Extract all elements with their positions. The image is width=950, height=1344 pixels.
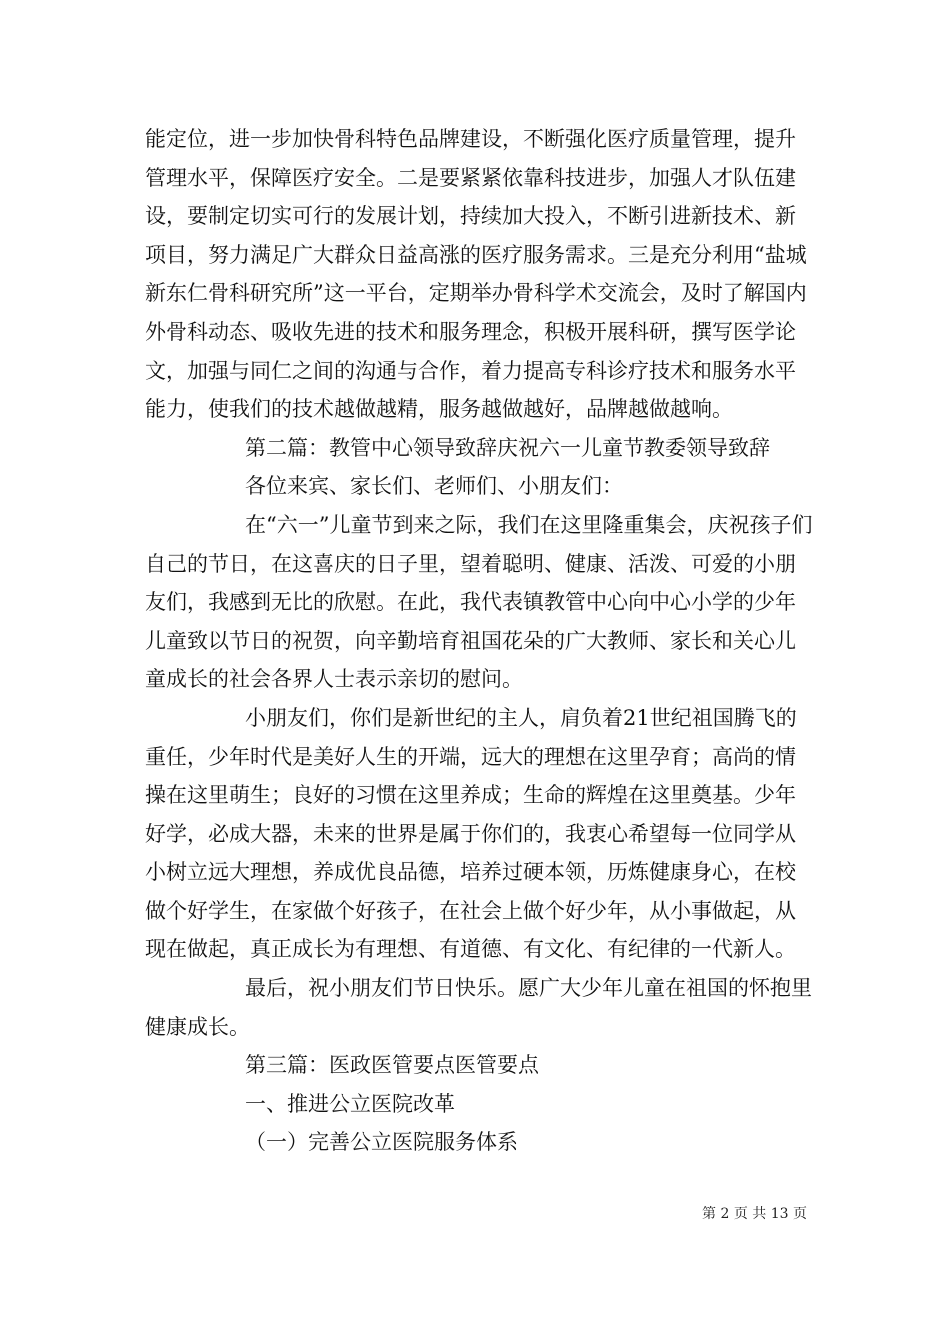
paragraph-continuation: 能定位，进一步加快骨科特色品牌建设，不断强化医疗质量管理，提升管理水平，保障医疗安全。二是要紧紧依靠科技进步，加强人才队伍建设，要制定切实可行的发展计划，持续加大投入，不断引进新技术、新项目，努力满足广大群众日益高涨的医疗服务需求。三是充分利用“盐城新东仁骨科研究所”这一平台，定期举办骨科学术交流会，及时了解国内外骨科动态、吸收先进的技术和服务理念，积极开展科研，撰写医学论文，加强与同仁之间的沟通与合作，着力提高专科诊疗技术和服务水平能力，使我们的技术越做越精，服务越做越好，品牌越做越响。: [145, 127, 807, 422]
paragraph-greeting: 在“六一”儿童节到来之际，我们在这里隆重集会，庆祝孩子们自己的节日，在这喜庆的日子里，望着聪明、健康、活泼、可爱的小朋友们，我感到无比的欣慰。在此，我代表镇教管中心向中心小学的少年儿童致以节日的祝贺，向辛勤培育祖国花朵的广大教师、家长和关心儿童成长的社会各界人士表示亲切的慰问。: [145, 512, 813, 692]
sub-subsection-heading: （一）完善公立医院服务体系: [245, 1130, 518, 1155]
paragraph-hopes: 小朋友们，你们是新世纪的主人，肩负着21世纪祖国腾飞的重任，少年时代是美好人生的开端，远大的理想在这里孕育；高尚的情操在这里萌生；良好的习惯在这里养成；生命的辉煌在这里奠基。少年好学，必成大器，未来的世界是属于你们的，我衷心希望每一位同学从小树立远大理想，养成优良品德，培养过硬本领，历炼健康身心，在校做个好学生，在家做个好孩子，在社会上做个好少年，从小事做起，从现在做起，真正成长为有理想、有道德、有文化、有纪律的一代新人。: [145, 705, 797, 962]
document-body: [145, 120, 815, 1162]
page-number-footer: 第 2 页 共 13 页: [702, 1206, 807, 1222]
subsection-heading: 一、推进公立医院改革: [245, 1091, 455, 1116]
paragraph-closing: 最后，祝小朋友们节日快乐。愿广大少年儿童在祖国的怀抱里健康成长。: [145, 976, 812, 1039]
section-heading-3: 第三篇：医政医管要点医管要点: [245, 1053, 539, 1078]
salutation: 各位来宾、家长们、老师们、小朋友们：: [245, 474, 623, 499]
section-heading-2: 第二篇：教管中心领导致辞庆祝六一儿童节教委领导致辞: [245, 435, 770, 460]
